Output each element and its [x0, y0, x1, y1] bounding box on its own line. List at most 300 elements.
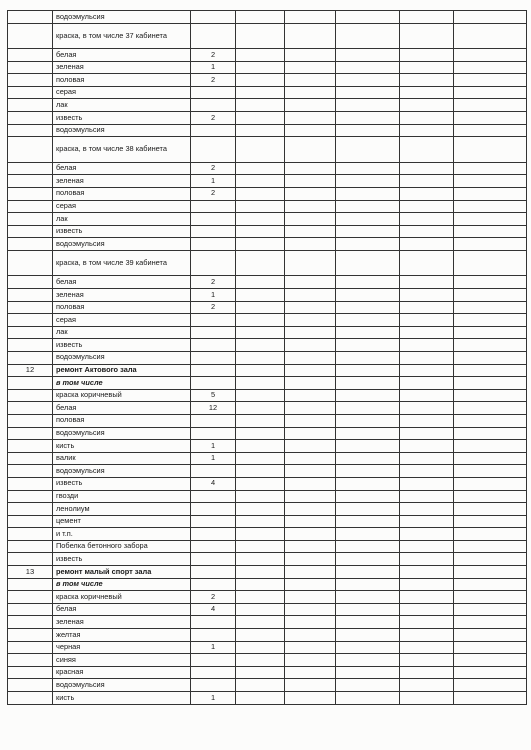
empty-cell: [454, 427, 527, 440]
empty-cell: [236, 503, 285, 516]
empty-cell: [400, 162, 454, 175]
row-number-cell: [8, 503, 53, 516]
empty-cell: [336, 553, 400, 566]
empty-cell: [336, 99, 400, 112]
empty-cell: [400, 11, 454, 24]
empty-cell: [336, 175, 400, 188]
quantity-cell: 2: [191, 112, 236, 125]
quantity-cell: [191, 250, 236, 276]
empty-cell: [400, 112, 454, 125]
empty-cell: [236, 427, 285, 440]
empty-cell: [454, 225, 527, 238]
empty-cell: [454, 692, 527, 705]
row-number-cell: 12: [8, 364, 53, 377]
empty-cell: [400, 187, 454, 200]
empty-cell: [285, 112, 336, 125]
item-name-cell: белая: [53, 162, 191, 175]
quantity-cell: [191, 414, 236, 427]
empty-cell: [400, 250, 454, 276]
table-row: [8, 389, 527, 402]
empty-cell: [400, 553, 454, 566]
table-row: [8, 654, 527, 667]
row-number-cell: [8, 86, 53, 99]
empty-cell: [285, 364, 336, 377]
row-number-cell: [8, 490, 53, 503]
table-row: [8, 679, 527, 692]
empty-cell: [285, 477, 336, 490]
item-name-cell: ленолиум: [53, 503, 191, 516]
empty-cell: [285, 465, 336, 478]
quantity-cell: [191, 654, 236, 667]
empty-cell: [336, 477, 400, 490]
empty-cell: [454, 124, 527, 137]
item-name-cell: серая: [53, 86, 191, 99]
item-name-cell: гвозди: [53, 490, 191, 503]
item-name-cell: краска, в том числе 38 кабинета: [53, 137, 191, 163]
empty-cell: [336, 414, 400, 427]
row-number-cell: [8, 377, 53, 390]
row-number-cell: [8, 591, 53, 604]
empty-cell: [454, 187, 527, 200]
empty-cell: [336, 162, 400, 175]
item-name-cell: и т.п.: [53, 528, 191, 541]
empty-cell: [336, 74, 400, 87]
quantity-cell: 1: [191, 452, 236, 465]
item-name-cell: водоэмульсия: [53, 238, 191, 251]
empty-cell: [400, 238, 454, 251]
empty-cell: [285, 124, 336, 137]
quantity-cell: [191, 351, 236, 364]
table-row: [8, 603, 527, 616]
empty-cell: [454, 23, 527, 49]
empty-cell: [236, 112, 285, 125]
empty-cell: [285, 301, 336, 314]
empty-cell: [336, 641, 400, 654]
empty-cell: [454, 528, 527, 541]
empty-cell: [285, 86, 336, 99]
empty-cell: [236, 326, 285, 339]
empty-cell: [236, 477, 285, 490]
empty-cell: [400, 86, 454, 99]
empty-cell: [454, 314, 527, 327]
empty-cell: [454, 566, 527, 579]
table-row: [8, 616, 527, 629]
row-number-cell: [8, 603, 53, 616]
row-number-cell: [8, 654, 53, 667]
item-name-cell: лак: [53, 213, 191, 226]
item-name-cell: в том числе: [53, 377, 191, 390]
empty-cell: [336, 301, 400, 314]
item-name-cell: краска, в том числе 37 кабинета: [53, 23, 191, 49]
quantity-cell: [191, 465, 236, 478]
empty-cell: [454, 200, 527, 213]
empty-cell: [285, 553, 336, 566]
quantity-cell: 2: [191, 276, 236, 289]
table-row: [8, 86, 527, 99]
empty-cell: [285, 629, 336, 642]
row-number-cell: [8, 99, 53, 112]
empty-cell: [336, 402, 400, 415]
empty-cell: [400, 225, 454, 238]
table-row: [8, 452, 527, 465]
empty-cell: [236, 402, 285, 415]
row-number-cell: [8, 187, 53, 200]
row-number-cell: [8, 200, 53, 213]
item-name-cell: зеленая: [53, 61, 191, 74]
empty-cell: [336, 654, 400, 667]
empty-cell: [236, 528, 285, 541]
row-number-cell: [8, 629, 53, 642]
row-number-cell: [8, 137, 53, 163]
row-number-cell: [8, 427, 53, 440]
empty-cell: [236, 616, 285, 629]
empty-cell: [454, 213, 527, 226]
empty-cell: [454, 137, 527, 163]
item-name-cell: половая: [53, 187, 191, 200]
table-row: [8, 414, 527, 427]
empty-cell: [336, 86, 400, 99]
table-row: [8, 49, 527, 62]
item-name-cell: зеленая: [53, 175, 191, 188]
item-name-cell: белая: [53, 276, 191, 289]
row-number-cell: [8, 175, 53, 188]
quantity-cell: [191, 578, 236, 591]
row-number-cell: [8, 641, 53, 654]
empty-cell: [285, 339, 336, 352]
empty-cell: [400, 440, 454, 453]
empty-cell: [400, 389, 454, 402]
row-number-cell: [8, 289, 53, 302]
empty-cell: [336, 137, 400, 163]
row-number-cell: [8, 666, 53, 679]
table-row: [8, 276, 527, 289]
empty-cell: [454, 238, 527, 251]
item-name-cell: белая: [53, 49, 191, 62]
empty-cell: [285, 11, 336, 24]
item-name-cell: черная: [53, 641, 191, 654]
empty-cell: [454, 679, 527, 692]
quantity-cell: [191, 679, 236, 692]
empty-cell: [454, 377, 527, 390]
empty-cell: [236, 175, 285, 188]
empty-cell: [236, 11, 285, 24]
table-row: [8, 23, 527, 49]
empty-cell: [454, 578, 527, 591]
row-number-cell: [8, 553, 53, 566]
empty-cell: [236, 213, 285, 226]
empty-cell: [454, 591, 527, 604]
empty-cell: [400, 540, 454, 553]
empty-cell: [400, 578, 454, 591]
empty-cell: [454, 503, 527, 516]
empty-cell: [400, 490, 454, 503]
empty-cell: [400, 364, 454, 377]
empty-cell: [236, 314, 285, 327]
empty-cell: [336, 629, 400, 642]
empty-cell: [236, 250, 285, 276]
empty-cell: [336, 112, 400, 125]
empty-cell: [236, 414, 285, 427]
empty-cell: [336, 225, 400, 238]
empty-cell: [285, 276, 336, 289]
quantity-cell: 2: [191, 591, 236, 604]
row-number-cell: [8, 213, 53, 226]
empty-cell: [236, 351, 285, 364]
quantity-cell: 12: [191, 402, 236, 415]
empty-cell: [400, 276, 454, 289]
empty-cell: [285, 314, 336, 327]
row-number-cell: [8, 124, 53, 137]
quantity-cell: 1: [191, 440, 236, 453]
item-name-cell: известь: [53, 553, 191, 566]
quantity-cell: [191, 213, 236, 226]
table-row: [8, 641, 527, 654]
empty-cell: [454, 250, 527, 276]
empty-cell: [400, 289, 454, 302]
table-body: [8, 11, 527, 705]
quantity-cell: 2: [191, 162, 236, 175]
empty-cell: [236, 99, 285, 112]
quantity-cell: [191, 427, 236, 440]
item-name-cell: водоэмульсия: [53, 679, 191, 692]
quantity-cell: [191, 23, 236, 49]
quantity-cell: [191, 137, 236, 163]
quantity-cell: 1: [191, 175, 236, 188]
table-row: [8, 326, 527, 339]
empty-cell: [236, 86, 285, 99]
table-row: [8, 553, 527, 566]
empty-cell: [454, 175, 527, 188]
empty-cell: [285, 238, 336, 251]
empty-cell: [285, 603, 336, 616]
empty-cell: [454, 490, 527, 503]
empty-cell: [285, 692, 336, 705]
item-name-cell: белая: [53, 402, 191, 415]
empty-cell: [236, 23, 285, 49]
item-name-cell: краска коричневый: [53, 591, 191, 604]
empty-cell: [236, 377, 285, 390]
empty-cell: [454, 603, 527, 616]
empty-cell: [336, 11, 400, 24]
empty-cell: [285, 591, 336, 604]
empty-cell: [236, 339, 285, 352]
empty-cell: [400, 402, 454, 415]
empty-cell: [285, 61, 336, 74]
row-number-cell: [8, 692, 53, 705]
row-number-cell: [8, 61, 53, 74]
empty-cell: [236, 540, 285, 553]
item-name-cell: краска, в том числе 39 кабинета: [53, 250, 191, 276]
empty-cell: [285, 225, 336, 238]
item-name-cell: лак: [53, 99, 191, 112]
empty-cell: [285, 528, 336, 541]
empty-cell: [285, 377, 336, 390]
row-number-cell: 13: [8, 566, 53, 579]
quantity-cell: [191, 11, 236, 24]
table-row: [8, 11, 527, 24]
empty-cell: [236, 74, 285, 87]
item-name-cell: водоэмульсия: [53, 351, 191, 364]
empty-cell: [400, 61, 454, 74]
empty-cell: [236, 629, 285, 642]
quantity-cell: [191, 99, 236, 112]
row-number-cell: [8, 616, 53, 629]
empty-cell: [336, 364, 400, 377]
empty-cell: [336, 61, 400, 74]
quantity-cell: [191, 364, 236, 377]
quantity-cell: 1: [191, 289, 236, 302]
empty-cell: [454, 465, 527, 478]
empty-cell: [336, 187, 400, 200]
item-name-cell: желтая: [53, 629, 191, 642]
table-row: [8, 213, 527, 226]
table-row: [8, 402, 527, 415]
table-row: [8, 124, 527, 137]
empty-cell: [236, 238, 285, 251]
empty-cell: [336, 200, 400, 213]
item-name-cell: ремонт малый спорт зала: [53, 566, 191, 579]
item-name-cell: известь: [53, 225, 191, 238]
empty-cell: [454, 289, 527, 302]
empty-cell: [285, 49, 336, 62]
item-name-cell: красная: [53, 666, 191, 679]
table-row: [8, 238, 527, 251]
empty-cell: [236, 591, 285, 604]
empty-cell: [400, 339, 454, 352]
empty-cell: [285, 641, 336, 654]
empty-cell: [400, 99, 454, 112]
empty-cell: [400, 49, 454, 62]
empty-cell: [454, 112, 527, 125]
empty-cell: [236, 679, 285, 692]
empty-cell: [285, 326, 336, 339]
item-name-cell: цемент: [53, 515, 191, 528]
empty-cell: [400, 314, 454, 327]
empty-cell: [236, 578, 285, 591]
empty-cell: [236, 566, 285, 579]
empty-cell: [400, 351, 454, 364]
quantity-cell: [191, 86, 236, 99]
empty-cell: [236, 364, 285, 377]
item-name-cell: известь: [53, 112, 191, 125]
item-name-cell: водоэмульсия: [53, 124, 191, 137]
empty-cell: [236, 490, 285, 503]
empty-cell: [236, 666, 285, 679]
row-number-cell: [8, 339, 53, 352]
empty-cell: [236, 465, 285, 478]
empty-cell: [285, 162, 336, 175]
empty-cell: [236, 515, 285, 528]
table-row: [8, 528, 527, 541]
empty-cell: [236, 641, 285, 654]
empty-cell: [454, 641, 527, 654]
empty-cell: [400, 74, 454, 87]
table-row: [8, 61, 527, 74]
empty-cell: [285, 74, 336, 87]
quantity-cell: [191, 200, 236, 213]
empty-cell: [400, 503, 454, 516]
empty-cell: [454, 540, 527, 553]
empty-cell: [236, 452, 285, 465]
row-number-cell: [8, 414, 53, 427]
item-name-cell: в том числе: [53, 578, 191, 591]
empty-cell: [400, 641, 454, 654]
empty-cell: [236, 137, 285, 163]
row-number-cell: [8, 225, 53, 238]
empty-cell: [336, 666, 400, 679]
item-name-cell: половая: [53, 301, 191, 314]
empty-cell: [236, 553, 285, 566]
table-row: [8, 503, 527, 516]
table-row: [8, 566, 527, 579]
empty-cell: [336, 339, 400, 352]
empty-cell: [400, 137, 454, 163]
quantity-cell: [191, 528, 236, 541]
empty-cell: [400, 629, 454, 642]
table-row: [8, 629, 527, 642]
row-number-cell: [8, 238, 53, 251]
table-row: [8, 440, 527, 453]
table-row: [8, 351, 527, 364]
table-row: [8, 314, 527, 327]
empty-cell: [454, 61, 527, 74]
empty-cell: [454, 389, 527, 402]
table-row: [8, 137, 527, 163]
item-name-cell: белая: [53, 603, 191, 616]
empty-cell: [336, 213, 400, 226]
empty-cell: [285, 452, 336, 465]
row-number-cell: [8, 528, 53, 541]
empty-cell: [336, 540, 400, 553]
empty-cell: [236, 225, 285, 238]
empty-cell: [454, 162, 527, 175]
empty-cell: [400, 528, 454, 541]
empty-cell: [336, 566, 400, 579]
empty-cell: [236, 692, 285, 705]
empty-cell: [285, 213, 336, 226]
empty-cell: [400, 427, 454, 440]
table-row: [8, 162, 527, 175]
empty-cell: [400, 377, 454, 390]
empty-cell: [400, 566, 454, 579]
empty-cell: [454, 666, 527, 679]
empty-cell: [236, 654, 285, 667]
empty-cell: [400, 452, 454, 465]
quantity-cell: 1: [191, 641, 236, 654]
item-name-cell: кисть: [53, 440, 191, 453]
empty-cell: [454, 339, 527, 352]
empty-cell: [236, 200, 285, 213]
empty-cell: [285, 402, 336, 415]
empty-cell: [454, 414, 527, 427]
row-number-cell: [8, 301, 53, 314]
empty-cell: [285, 679, 336, 692]
table-row: [8, 377, 527, 390]
table-row: [8, 175, 527, 188]
empty-cell: [236, 440, 285, 453]
empty-cell: [454, 477, 527, 490]
empty-cell: [400, 301, 454, 314]
quantity-cell: [191, 225, 236, 238]
empty-cell: [454, 515, 527, 528]
empty-cell: [336, 603, 400, 616]
empty-cell: [336, 250, 400, 276]
empty-cell: [454, 326, 527, 339]
empty-cell: [285, 503, 336, 516]
item-name-cell: кисть: [53, 692, 191, 705]
quantity-cell: 1: [191, 692, 236, 705]
empty-cell: [336, 289, 400, 302]
